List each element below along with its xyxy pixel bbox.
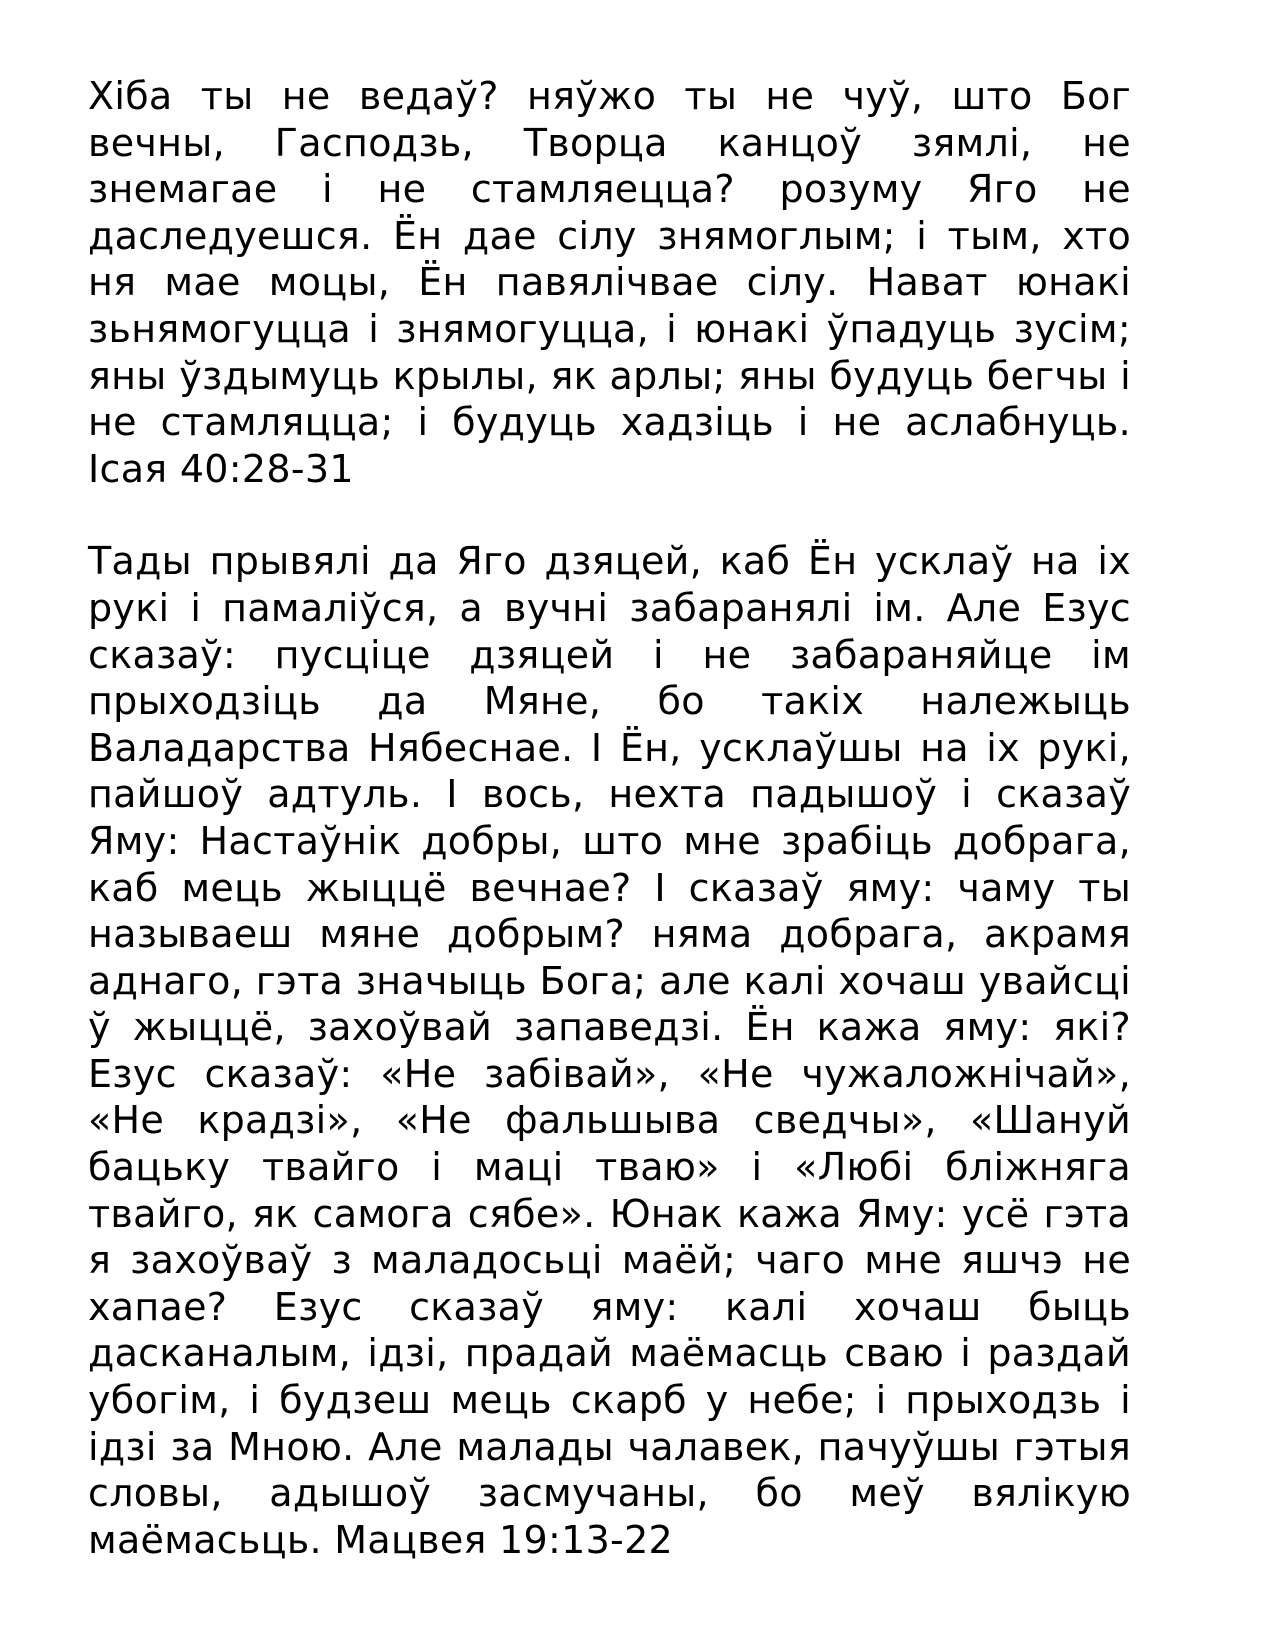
- scripture-paragraph-matthew: Тады прывялі да Яго дзяцей, каб Ён усклаў на іх рукі і памаліўся, а вучні забаранялі ім. Але Езус сказаў: пусціце дзяцей і не забараняйце ім прыходзіць да Мяне, бо такіх належыць Валадарства Нябеснае. І Ён, усклаўшы на іх рукі, пайшоў адтуль. І вось, нехта падышоў і сказаў Яму: Настаўнік добры, што мне зрабіць добрага, каб мець жыццё вечнае? І сказаў яму: чаму ты называеш мяне добрым? няма добрага, акрамя аднаго, гэта значыць Бога; але калі хочаш увайсці ў жыццё, захоўвай запаведзі. Ён кажа яму: які? Езус сказаў: «Не забівай», «Не чужаложнічай», «Не крадзі», «Не фальшыва сведчы», «Шануй бацьку твайго і маці тваю» і «Любі бліжняга твайго, як самога сябе». Юнак кажа Яму: усё гэта я захоўваў з маладосьці маёй; чаго мне яшчэ не хапае? Езус сказаў яму: калі хочаш быць дасканалым, ідзі, прадай маёмасць сваю і раздай убогім, і будзеш мець скарб у небе; і прыходзь і ідзі за Мною. Але малады чалавек, пачуўшы гэтыя словы, адышоў засмучаны, бо меў вялікую маёмасьць. Мацвея 19:13-22: [88, 539, 1131, 1562]
- document-page: [88, 73, 1131, 1563]
- scripture-paragraph-isaiah: Хіба ты не ведаў? няўжо ты не чуў, што Бог вечны, Гасподзь, Творца канцоў зямлі, не знемагае і не стамляецца? розуму Яго не даследуешся. Ён дае сілу знямоглым; і тым, хто ня мае моцы, Ён павялічвае сілу. Нават юнакі зьнямогуцца і знямогуцца, і юнакі ўпадуць зусім; яны ўздымуць крылы, як арлы; яны будуць бегчы і не стамляцца; і будуць хадзіць і не аслабнуць. Ісая 40:28-31: [88, 74, 1131, 491]
